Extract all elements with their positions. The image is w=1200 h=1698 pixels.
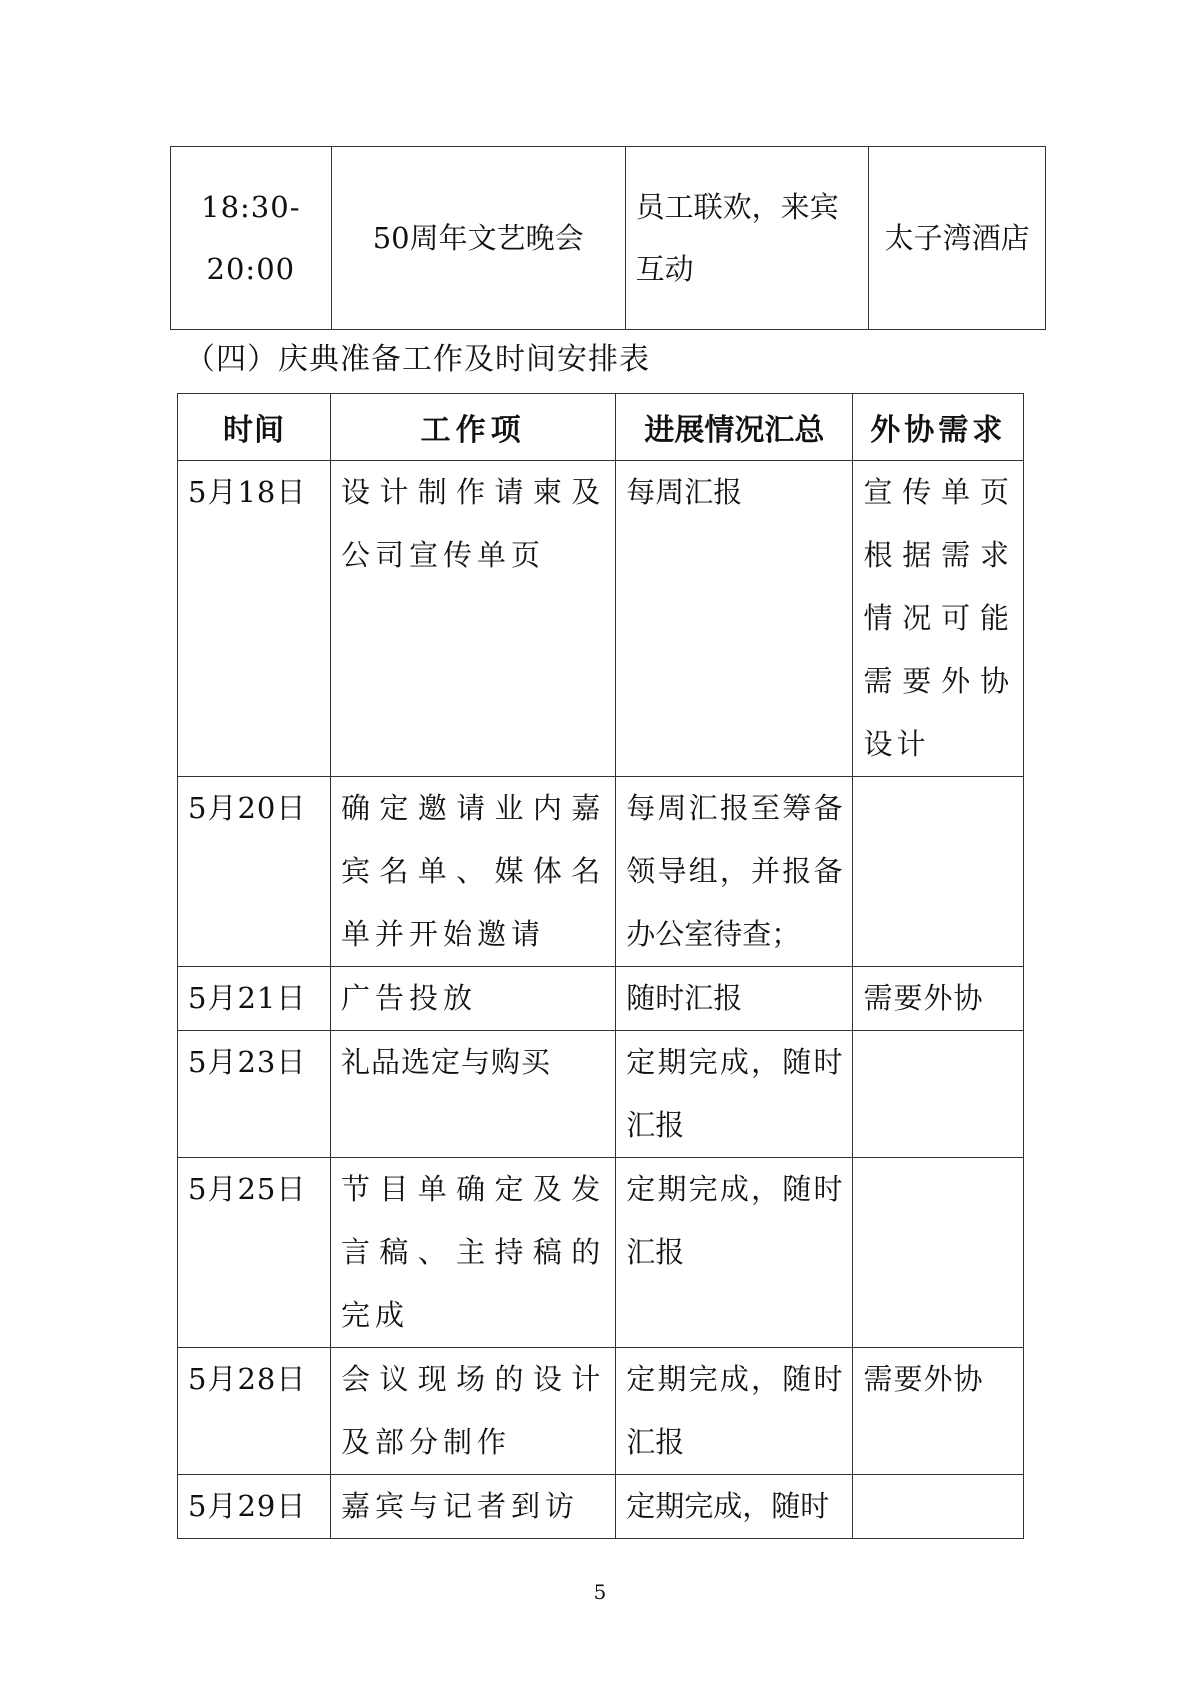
- header-progress: 进展情况汇总: [616, 394, 853, 461]
- schedule-table: [177, 393, 1024, 1539]
- page-number: 5: [593, 1580, 607, 1604]
- row-coop: [853, 1475, 1024, 1539]
- header-work: 工作项: [331, 394, 616, 461]
- row-time: 5月25日: [178, 1158, 331, 1348]
- row-work: 设计制作请柬及公司宣传单页: [331, 461, 616, 777]
- row-work: 礼品选定与购买: [331, 1031, 616, 1158]
- header-time: 时间: [178, 394, 331, 461]
- table-row: [178, 1158, 1024, 1348]
- row-progress: 每周汇报: [616, 461, 853, 777]
- table-row: [178, 777, 1024, 967]
- program-table-continued: [170, 146, 1046, 330]
- row-coop: [853, 777, 1024, 967]
- row-work: 节目单确定及发言稿、主持稿的完成: [331, 1158, 616, 1348]
- row-work: 确定邀请业内嘉宾名单、媒体名单并开始邀请: [331, 777, 616, 967]
- row-time: 5月28日: [178, 1348, 331, 1475]
- event-cell: 50周年文艺晚会: [331, 147, 625, 330]
- row-work: 会议现场的设计及部分制作: [331, 1348, 616, 1475]
- header-coop: 外协需求: [853, 394, 1024, 461]
- location-cell: 太子湾酒店: [869, 147, 1046, 330]
- row-coop: [853, 1031, 1024, 1158]
- row-progress: 每周汇报至筹备领导组，并报备办公室待查；: [616, 777, 853, 967]
- content-cell: 员工联欢，来宾互动: [625, 147, 869, 330]
- time-cell: 18:30-20:00: [171, 147, 332, 330]
- row-time: 5月21日: [178, 967, 331, 1031]
- table-row: [178, 461, 1024, 777]
- table-row: [171, 147, 1046, 330]
- row-progress: 随时汇报: [616, 967, 853, 1031]
- section-heading: （四）庆典准备工作及时间安排表: [185, 342, 650, 377]
- row-progress: 定期完成，随时汇报: [616, 1158, 853, 1348]
- row-time: 5月18日: [178, 461, 331, 777]
- row-coop: [853, 1158, 1024, 1348]
- table-row: [178, 1031, 1024, 1158]
- row-coop: 需要外协: [853, 1348, 1024, 1475]
- row-work: 广告投放: [331, 967, 616, 1031]
- table-row: [178, 967, 1024, 1031]
- table-row: [178, 1348, 1024, 1475]
- row-work: 嘉宾与记者到访: [331, 1475, 616, 1539]
- row-time: 5月20日: [178, 777, 331, 967]
- row-time: 5月23日: [178, 1031, 331, 1158]
- row-time: 5月29日: [178, 1475, 331, 1539]
- row-progress: 定期完成，随时汇报: [616, 1031, 853, 1158]
- table-header-row: [178, 394, 1024, 461]
- table-row: [178, 1475, 1024, 1539]
- row-coop: 宣传单页根据需求情况可能需要外协设计: [853, 461, 1024, 777]
- row-progress: 定期完成，随时汇报: [616, 1348, 853, 1475]
- row-progress: 定期完成，随时: [616, 1475, 853, 1539]
- row-coop: 需要外协: [853, 967, 1024, 1031]
